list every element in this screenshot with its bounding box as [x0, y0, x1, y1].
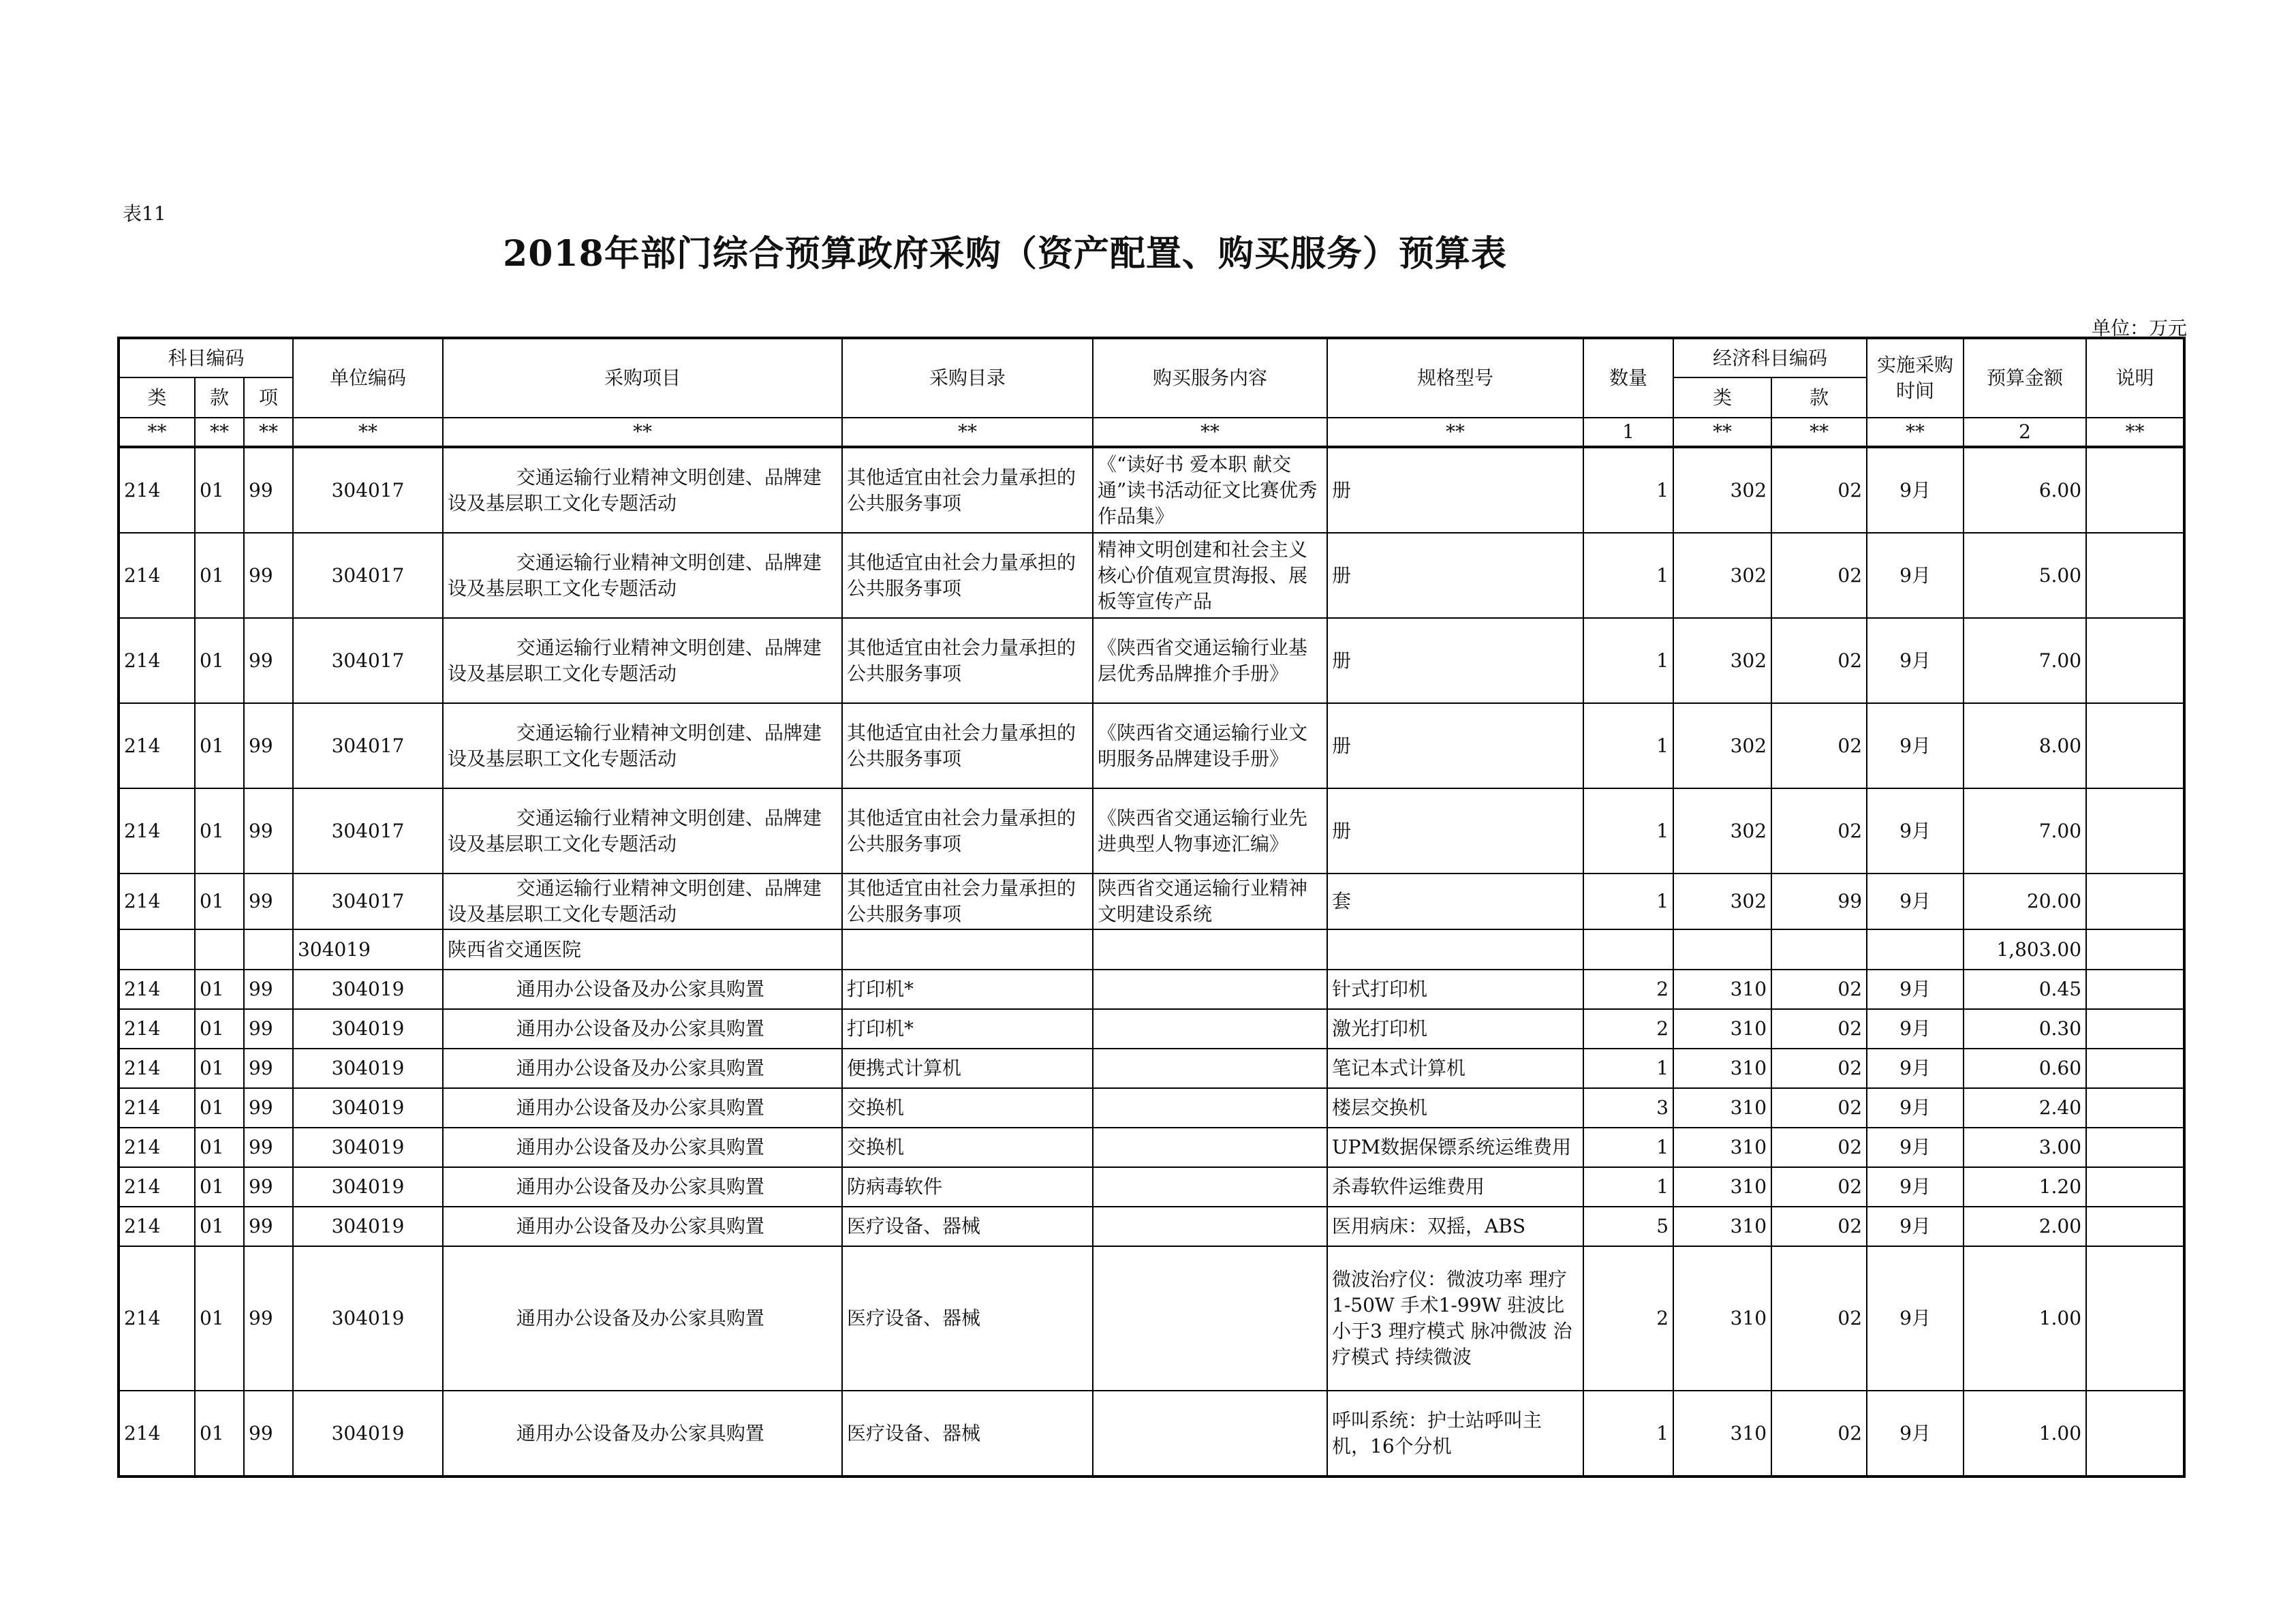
cell-unit: 304017 — [293, 703, 443, 788]
cell-xiang: 99 — [244, 1246, 293, 1391]
table-row — [119, 1246, 2184, 1391]
cell-time: 9月 — [1867, 703, 1964, 788]
cell-kuan: 01 — [195, 788, 244, 874]
cell-service — [1093, 1391, 1327, 1477]
cell-xiang — [244, 929, 293, 970]
cell-kuan — [195, 929, 244, 970]
cell-project: 通用办公设备及办公家具购置 — [443, 1207, 842, 1246]
cell-xiang: 99 — [244, 788, 293, 874]
cell-lei: 214 — [119, 618, 195, 703]
cell-econ-kuan — [1771, 929, 1867, 970]
stars-cell: ** — [1327, 418, 1583, 447]
cell-econ-kuan: 02 — [1771, 788, 1867, 874]
cell-project: 通用办公设备及办公家具购置 — [443, 1167, 842, 1207]
cell-time: 9月 — [1867, 874, 1964, 929]
cell-unit: 304017 — [293, 447, 443, 533]
cell-note — [2086, 703, 2184, 788]
cell-catalog: 其他适宜由社会力量承担的公共服务事项 — [842, 618, 1093, 703]
cell-catalog: 打印机* — [842, 970, 1093, 1009]
cell-kuan: 01 — [195, 1207, 244, 1246]
cell-spec: UPM数据保镖系统运维费用 — [1327, 1128, 1583, 1167]
cell-qty — [1583, 929, 1673, 970]
cell-service — [1093, 1246, 1327, 1391]
cell-kuan: 01 — [195, 874, 244, 929]
header-amount: 预算金额 — [1964, 338, 2086, 418]
cell-unit: 304019 — [293, 929, 443, 970]
cell-unit: 304019 — [293, 1246, 443, 1391]
cell-xiang: 99 — [244, 1207, 293, 1246]
cell-unit: 304019 — [293, 970, 443, 1009]
cell-econ-lei: 310 — [1673, 1246, 1771, 1391]
cell-unit: 304019 — [293, 1088, 443, 1128]
header-unit-code: 单位编码 — [293, 338, 443, 418]
cell-kuan: 01 — [195, 703, 244, 788]
header-note: 说明 — [2086, 338, 2184, 418]
cell-time: 9月 — [1867, 1049, 1964, 1088]
cell-project: 通用办公设备及办公家具购置 — [443, 1009, 842, 1049]
cell-unit: 304017 — [293, 618, 443, 703]
table-row — [119, 788, 2184, 874]
table-row — [119, 1391, 2184, 1477]
cell-econ-kuan: 02 — [1771, 1009, 1867, 1049]
cell-catalog: 便携式计算机 — [842, 1049, 1093, 1088]
table-row — [119, 1088, 2184, 1128]
cell-amount: 7.00 — [1964, 788, 2086, 874]
cell-econ-lei: 310 — [1673, 1049, 1771, 1088]
cell-qty: 2 — [1583, 1009, 1673, 1049]
cell-service: 《陕西省交通运输行业文明服务品牌建设手册》 — [1093, 703, 1327, 788]
cell-note — [2086, 447, 2184, 533]
cell-catalog: 其他适宜由社会力量承担的公共服务事项 — [842, 788, 1093, 874]
cell-qty: 1 — [1583, 788, 1673, 874]
cell-note — [2086, 1088, 2184, 1128]
cell-time: 9月 — [1867, 970, 1964, 1009]
cell-catalog: 医疗设备、器械 — [842, 1391, 1093, 1477]
cell-xiang: 99 — [244, 447, 293, 533]
cell-time: 9月 — [1867, 1246, 1964, 1391]
cell-econ-lei: 302 — [1673, 533, 1771, 618]
table-row — [119, 1049, 2184, 1088]
stars-cell: ** — [1093, 418, 1327, 447]
cell-lei: 214 — [119, 788, 195, 874]
cell-note — [2086, 1246, 2184, 1391]
cell-service: 精神文明创建和社会主义核心价值观宣贯海报、展板等宣传产品 — [1093, 533, 1327, 618]
cell-amount: 2.40 — [1964, 1088, 2086, 1128]
cell-unit: 304019 — [293, 1128, 443, 1167]
cell-econ-kuan: 02 — [1771, 1391, 1867, 1477]
cell-xiang: 99 — [244, 703, 293, 788]
cell-amount: 0.45 — [1964, 970, 2086, 1009]
cell-project: 陕西省交通医院 — [443, 929, 842, 970]
table-row — [119, 1128, 2184, 1167]
cell-unit: 304019 — [293, 1009, 443, 1049]
cell-time: 9月 — [1867, 1088, 1964, 1128]
cell-service: 陕西省交通运输行业精神文明建设系统 — [1093, 874, 1327, 929]
unit-label: 单位：万元 — [2091, 317, 2187, 339]
cell-amount: 20.00 — [1964, 874, 2086, 929]
cell-spec: 册 — [1327, 447, 1583, 533]
cell-lei: 214 — [119, 533, 195, 618]
cell-lei: 214 — [119, 447, 195, 533]
cell-econ-kuan: 02 — [1771, 1167, 1867, 1207]
cell-project: 通用办公设备及办公家具购置 — [443, 1391, 842, 1477]
cell-project: 交通运输行业精神文明创建、品牌建设及基层职工文化专题活动 — [443, 618, 842, 703]
cell-unit: 304017 — [293, 533, 443, 618]
cell-econ-kuan: 02 — [1771, 1128, 1867, 1167]
cell-catalog: 其他适宜由社会力量承担的公共服务事项 — [842, 447, 1093, 533]
cell-xiang: 99 — [244, 970, 293, 1009]
cell-amount: 0.60 — [1964, 1049, 2086, 1088]
cell-qty: 2 — [1583, 1246, 1673, 1391]
table-row — [119, 703, 2184, 788]
cell-unit: 304019 — [293, 1207, 443, 1246]
stars-cell: ** — [1673, 418, 1771, 447]
cell-qty: 1 — [1583, 703, 1673, 788]
cell-service: 《陕西省交通运输行业先进典型人物事迹汇编》 — [1093, 788, 1327, 874]
cell-econ-kuan: 02 — [1771, 618, 1867, 703]
cell-amount: 1.00 — [1964, 1391, 2086, 1477]
stars-cell: ** — [1867, 418, 1964, 447]
cell-spec: 激光打印机 — [1327, 1009, 1583, 1049]
cell-xiang: 99 — [244, 874, 293, 929]
cell-spec: 微波治疗仪：微波功率 理疗1-50W 手术1-99W 驻波比 小于3 理疗模式 脉冲微波 治疗模式 持续微波 — [1327, 1246, 1583, 1391]
cell-lei: 214 — [119, 1128, 195, 1167]
cell-note — [2086, 1391, 2184, 1477]
header-qty: 数量 — [1583, 338, 1673, 418]
cell-amount: 5.00 — [1964, 533, 2086, 618]
cell-econ-lei: 310 — [1673, 970, 1771, 1009]
header-econ-lei: 类 — [1673, 377, 1771, 418]
stars-cell: ** — [2086, 418, 2184, 447]
cell-note — [2086, 788, 2184, 874]
cell-kuan: 01 — [195, 1246, 244, 1391]
cell-amount: 2.00 — [1964, 1207, 2086, 1246]
cell-qty: 1 — [1583, 447, 1673, 533]
cell-catalog: 其他适宜由社会力量承担的公共服务事项 — [842, 703, 1093, 788]
cell-amount: 1.00 — [1964, 1246, 2086, 1391]
header-project: 采购项目 — [443, 338, 842, 418]
cell-project: 交通运输行业精神文明创建、品牌建设及基层职工文化专题活动 — [443, 703, 842, 788]
cell-kuan: 01 — [195, 1128, 244, 1167]
cell-project: 通用办公设备及办公家具购置 — [443, 1049, 842, 1088]
cell-project: 通用办公设备及办公家具购置 — [443, 1088, 842, 1128]
cell-qty: 1 — [1583, 1167, 1673, 1207]
cell-kuan: 01 — [195, 1049, 244, 1088]
header-kuan: 款 — [195, 377, 244, 418]
cell-econ-kuan: 02 — [1771, 533, 1867, 618]
stars-cell: ** — [119, 418, 195, 447]
cell-amount: 1.20 — [1964, 1167, 2086, 1207]
cell-lei: 214 — [119, 703, 195, 788]
table-row — [119, 1167, 2184, 1207]
cell-catalog: 交换机 — [842, 1128, 1093, 1167]
cell-kuan: 01 — [195, 533, 244, 618]
cell-econ-kuan: 02 — [1771, 447, 1867, 533]
cell-unit: 304019 — [293, 1167, 443, 1207]
cell-project: 交通运输行业精神文明创建、品牌建设及基层职工文化专题活动 — [443, 874, 842, 929]
cell-note — [2086, 1009, 2184, 1049]
cell-catalog: 其他适宜由社会力量承担的公共服务事项 — [842, 874, 1093, 929]
cell-econ-lei: 310 — [1673, 1009, 1771, 1049]
stars-cell: ** — [1771, 418, 1867, 447]
cell-xiang: 99 — [244, 1009, 293, 1049]
stars-cell: ** — [244, 418, 293, 447]
stars-cell: ** — [293, 418, 443, 447]
cell-kuan: 01 — [195, 1088, 244, 1128]
cell-kuan: 01 — [195, 1009, 244, 1049]
cell-econ-kuan: 99 — [1771, 874, 1867, 929]
cell-amount: 6.00 — [1964, 447, 2086, 533]
cell-note — [2086, 533, 2184, 618]
cell-lei: 214 — [119, 874, 195, 929]
cell-time: 9月 — [1867, 533, 1964, 618]
cell-unit: 304017 — [293, 874, 443, 929]
cell-catalog: 医疗设备、器械 — [842, 1246, 1093, 1391]
cell-catalog: 交换机 — [842, 1088, 1093, 1128]
cell-econ-kuan: 02 — [1771, 703, 1867, 788]
table-row — [119, 618, 2184, 703]
table-body — [119, 447, 2184, 1477]
cell-econ-kuan: 02 — [1771, 1207, 1867, 1246]
cell-catalog: 防病毒软件 — [842, 1167, 1093, 1207]
cell-econ-lei: 302 — [1673, 447, 1771, 533]
header-econ-kuan: 款 — [1771, 377, 1867, 418]
cell-econ-lei — [1673, 929, 1771, 970]
cell-spec: 医用病床：双摇，ABS — [1327, 1207, 1583, 1246]
cell-qty: 1 — [1583, 874, 1673, 929]
cell-service — [1093, 1128, 1327, 1167]
cell-econ-lei: 302 — [1673, 618, 1771, 703]
cell-econ-lei: 310 — [1673, 1207, 1771, 1246]
cell-service — [1093, 1009, 1327, 1049]
cell-econ-lei: 302 — [1673, 874, 1771, 929]
table-row — [119, 929, 2184, 970]
cell-qty: 3 — [1583, 1088, 1673, 1128]
cell-note — [2086, 1207, 2184, 1246]
cell-time: 9月 — [1867, 447, 1964, 533]
cell-time: 9月 — [1867, 1128, 1964, 1167]
cell-time: 9月 — [1867, 1207, 1964, 1246]
header-spec: 规格型号 — [1327, 338, 1583, 418]
cell-econ-lei: 310 — [1673, 1128, 1771, 1167]
cell-lei: 214 — [119, 1391, 195, 1477]
document-title: 2018年部门综合预算政府采购（资产配置、购买服务）预算表 — [503, 233, 1507, 275]
cell-qty: 1 — [1583, 1391, 1673, 1477]
cell-spec: 册 — [1327, 703, 1583, 788]
cell-lei: 214 — [119, 1088, 195, 1128]
cell-project: 通用办公设备及办公家具购置 — [443, 1128, 842, 1167]
cell-qty: 1 — [1583, 1049, 1673, 1088]
cell-time: 9月 — [1867, 1391, 1964, 1477]
cell-kuan: 01 — [195, 447, 244, 533]
cell-service — [1093, 970, 1327, 1009]
cell-xiang: 99 — [244, 1049, 293, 1088]
cell-catalog: 医疗设备、器械 — [842, 1207, 1093, 1246]
cell-econ-kuan: 02 — [1771, 970, 1867, 1009]
cell-qty: 1 — [1583, 618, 1673, 703]
cell-unit: 304017 — [293, 788, 443, 874]
cell-qty: 1 — [1583, 1128, 1673, 1167]
cell-project: 交通运输行业精神文明创建、品牌建设及基层职工文化专题活动 — [443, 788, 842, 874]
cell-amount: 0.30 — [1964, 1009, 2086, 1049]
cell-lei: 214 — [119, 1009, 195, 1049]
budget-table — [117, 337, 2186, 1478]
cell-lei — [119, 929, 195, 970]
cell-xiang: 99 — [244, 533, 293, 618]
cell-spec: 套 — [1327, 874, 1583, 929]
cell-econ-lei: 302 — [1673, 703, 1771, 788]
cell-note — [2086, 1128, 2184, 1167]
table-row — [119, 533, 2184, 618]
cell-lei: 214 — [119, 1167, 195, 1207]
cell-note — [2086, 874, 2184, 929]
cell-spec: 呼叫系统：护士站呼叫主机，16个分机 — [1327, 1391, 1583, 1477]
cell-note — [2086, 1049, 2184, 1088]
cell-catalog — [842, 929, 1093, 970]
cell-kuan: 01 — [195, 970, 244, 1009]
cell-lei: 214 — [119, 1049, 195, 1088]
table-row — [119, 1207, 2184, 1246]
cell-qty: 1 — [1583, 533, 1673, 618]
cell-amount: 8.00 — [1964, 703, 2086, 788]
cell-xiang: 99 — [244, 618, 293, 703]
cell-time: 9月 — [1867, 1167, 1964, 1207]
cell-note — [2086, 618, 2184, 703]
cell-service: 《陕西省交通运输行业基层优秀品牌推介手册》 — [1093, 618, 1327, 703]
cell-kuan: 01 — [195, 618, 244, 703]
cell-time: 9月 — [1867, 618, 1964, 703]
header-catalog: 采购目录 — [842, 338, 1093, 418]
cell-econ-kuan: 02 — [1771, 1049, 1867, 1088]
table-row — [119, 874, 2184, 929]
cell-xiang: 99 — [244, 1167, 293, 1207]
cell-xiang: 99 — [244, 1391, 293, 1477]
cell-econ-lei: 310 — [1673, 1391, 1771, 1477]
cell-xiang: 99 — [244, 1128, 293, 1167]
cell-time: 9月 — [1867, 788, 1964, 874]
cell-kuan: 01 — [195, 1391, 244, 1477]
cell-service — [1093, 1088, 1327, 1128]
cell-qty: 2 — [1583, 970, 1673, 1009]
cell-catalog: 其他适宜由社会力量承担的公共服务事项 — [842, 533, 1093, 618]
cell-amount: 3.00 — [1964, 1128, 2086, 1167]
cell-service — [1093, 1049, 1327, 1088]
cell-spec: 册 — [1327, 788, 1583, 874]
cell-spec: 杀毒软件运维费用 — [1327, 1167, 1583, 1207]
stars-cell: ** — [842, 418, 1093, 447]
cell-xiang: 99 — [244, 1088, 293, 1128]
cell-lei: 214 — [119, 1207, 195, 1246]
header-service: 购买服务内容 — [1093, 338, 1327, 418]
cell-unit: 304019 — [293, 1049, 443, 1088]
stars-cell: ** — [195, 418, 244, 447]
cell-unit: 304019 — [293, 1391, 443, 1477]
cell-time: 9月 — [1867, 1009, 1964, 1049]
cell-project: 交通运输行业精神文明创建、品牌建设及基层职工文化专题活动 — [443, 533, 842, 618]
cell-time — [1867, 929, 1964, 970]
cell-project: 通用办公设备及办公家具购置 — [443, 1246, 842, 1391]
cell-econ-lei: 310 — [1673, 1167, 1771, 1207]
cell-lei: 214 — [119, 970, 195, 1009]
table-number: 表11 — [123, 202, 166, 225]
cell-catalog: 打印机* — [842, 1009, 1093, 1049]
cell-spec: 楼层交换机 — [1327, 1088, 1583, 1128]
cell-spec: 册 — [1327, 618, 1583, 703]
cell-spec: 针式打印机 — [1327, 970, 1583, 1009]
cell-spec — [1327, 929, 1583, 970]
cell-service — [1093, 1167, 1327, 1207]
cell-qty: 5 — [1583, 1207, 1673, 1246]
cell-amount: 1,803.00 — [1964, 929, 2086, 970]
cell-project: 交通运输行业精神文明创建、品牌建设及基层职工文化专题活动 — [443, 447, 842, 533]
header-lei: 类 — [119, 377, 195, 418]
header-econ: 经济科目编码 — [1673, 338, 1867, 377]
stars-cell: ** — [443, 418, 842, 447]
cell-project: 通用办公设备及办公家具购置 — [443, 970, 842, 1009]
cell-spec: 册 — [1327, 533, 1583, 618]
cell-lei: 214 — [119, 1246, 195, 1391]
cell-note — [2086, 1167, 2184, 1207]
cell-kuan: 01 — [195, 1167, 244, 1207]
stars-cell: 1 — [1583, 418, 1673, 447]
stars-cell: 2 — [1964, 418, 2086, 447]
table-header — [119, 338, 2184, 447]
table-row — [119, 447, 2184, 533]
cell-econ-lei: 302 — [1673, 788, 1771, 874]
header-kemu: 科目编码 — [119, 338, 293, 377]
cell-econ-lei: 310 — [1673, 1088, 1771, 1128]
cell-service — [1093, 1207, 1327, 1246]
header-time: 实施采购时间 — [1867, 338, 1964, 418]
header-xiang: 项 — [244, 377, 293, 418]
table-row — [119, 1009, 2184, 1049]
cell-service — [1093, 929, 1327, 970]
table-row — [119, 970, 2184, 1009]
cell-service: 《“读好书 爱本职 献交通”读书活动征文比赛优秀作品集》 — [1093, 447, 1327, 533]
cell-econ-kuan: 02 — [1771, 1088, 1867, 1128]
cell-note — [2086, 929, 2184, 970]
cell-econ-kuan: 02 — [1771, 1246, 1867, 1391]
cell-note — [2086, 970, 2184, 1009]
cell-amount: 7.00 — [1964, 618, 2086, 703]
cell-spec: 笔记本式计算机 — [1327, 1049, 1583, 1088]
